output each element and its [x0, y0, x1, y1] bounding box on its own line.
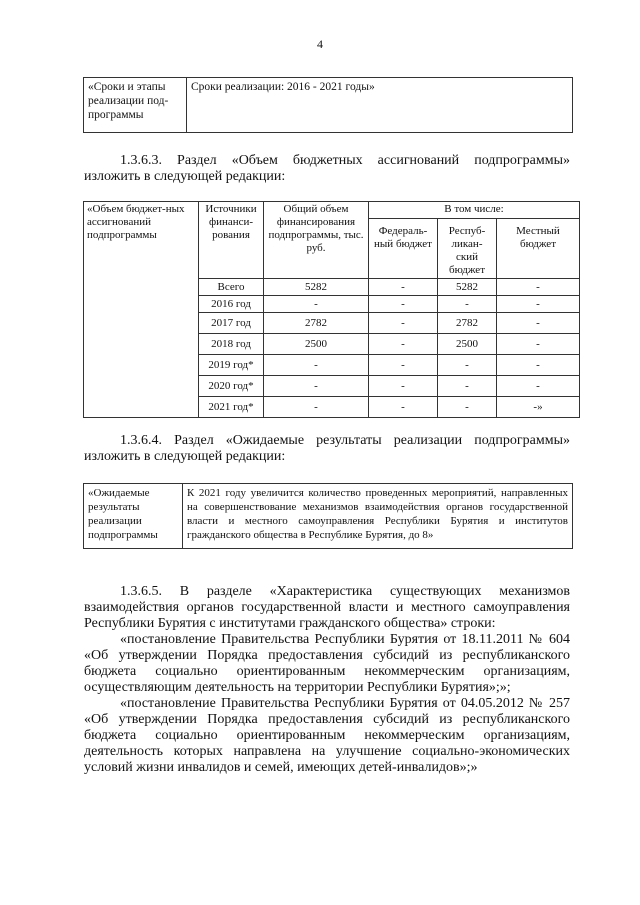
row-republican: -: [438, 355, 497, 376]
quote-decree-257: «постановление Правительства Республики Бурятия от 04.05.2012 № 257 «Об утверждении Порядка предоставления субсидий из республиканского бюджета социально ориентированным некоммерческим организациям, деятельность которых направлена на улучшение социально-экономических условий жизни инвалидов и семей, имеющих детей-инвалидов»;»: [84, 696, 570, 775]
row-total: -: [264, 296, 369, 313]
row-local: -»: [497, 397, 580, 418]
row-republican: -: [438, 376, 497, 397]
row-local: -: [497, 376, 580, 397]
row-year: 2020 год*: [199, 376, 264, 397]
quote-decree-604: «постановление Правительства Республики Бурятия от 18.11.2011 № 604 «Об утверждении Порядка предоставления субсидий из республиканского бюджета социально ориентированным некоммерческим организациям, осуществляющим деятельность на территории Республики Бурятия»;»;: [84, 632, 570, 695]
timeline-label: «Сроки и этапы реализации под-программы: [84, 78, 187, 133]
page-number: 4: [317, 37, 323, 51]
row-republican: 5282: [438, 279, 497, 296]
row-year: 2017 год: [199, 313, 264, 334]
row-republican: -: [438, 397, 497, 418]
row-local: -: [497, 296, 580, 313]
header-local: Местный бюджет: [497, 219, 580, 279]
row-year: 2019 год*: [199, 355, 264, 376]
row-local: -: [497, 279, 580, 296]
section-1-3-6-5: 1.3.6.5. В разделе «Характеристика существующих механизмов взаимодействия органов государственной власти и местного самоуправления Республики Бурятия с институтами гражданского общества» строки: «постановление Правительства Республики Бурятия от 18.11.2011 № 604 «Об утверждении Порядка предоставления субсидий из республиканского бюджета социально ориентированным некоммерческим организациям, осуществляющим деятельность на территории Республики Бурятия»;»; «постановление Правительства Республики Бурятия от 04.05.2012 № 257 «Об утверждении Порядка предоставления субсидий из республиканского бюджета социально ориентированным некоммерческим организациям, деятельность которых направлена на улучшение социально-экономических условий жизни инвалидов и семей, имеющих детей-инвалидов»;»: [84, 584, 570, 775]
row-federal: -: [369, 334, 438, 355]
finance-table: [83, 201, 580, 418]
row-total: -: [264, 397, 369, 418]
row-local: -: [497, 334, 580, 355]
row-total: 2500: [264, 334, 369, 355]
row-total: 5282: [264, 279, 369, 296]
timeline-value: Сроки реализации: 2016 - 2021 годы»: [187, 78, 573, 133]
header-federal: Федераль-ный бюджет: [369, 219, 438, 279]
section-1-3-6-4: 1.3.6.4. Раздел «Ожидаемые результаты реализации подпрограммы» изложить в следующей редакции:: [84, 433, 570, 464]
row-republican: -: [438, 296, 497, 313]
row-federal: -: [369, 313, 438, 334]
row-year: 2021 год*: [199, 397, 264, 418]
row-federal: -: [369, 355, 438, 376]
row-local: -: [497, 313, 580, 334]
row-year: 2016 год: [199, 296, 264, 313]
results-value: К 2021 году увеличится количество проведенных мероприятий, направленных на совершенствование механизмов взаимодействия органов государственной власти и местного самоуправления Республики Бурятия и институтов гражданского общества в Республике Бурятия, до 8»: [183, 484, 573, 549]
timeline-table: [83, 77, 573, 133]
row-federal: -: [369, 296, 438, 313]
header-including: В том числе:: [369, 202, 580, 219]
row-total: 2782: [264, 313, 369, 334]
row-federal: -: [369, 279, 438, 296]
header-sources: Источники финанси-рования: [199, 202, 264, 279]
row-republican: 2500: [438, 334, 497, 355]
row-federal: -: [369, 397, 438, 418]
results-label: «Ожидаемые результаты реализации подпрограммы: [84, 484, 183, 549]
row-republican: 2782: [438, 313, 497, 334]
finance-label: «Объем бюджет-ных ассигнований подпрограммы: [84, 202, 199, 418]
row-total: -: [264, 376, 369, 397]
header-republican: Респуб-ликан-ский бюджет: [438, 219, 497, 279]
row-year: Всего: [199, 279, 264, 296]
header-total: Общий объем финансирования подпрограммы, тыс. руб.: [264, 202, 369, 279]
row-total: -: [264, 355, 369, 376]
row-year: 2018 год: [199, 334, 264, 355]
row-federal: -: [369, 376, 438, 397]
section-1-3-6-3: 1.3.6.3. Раздел «Объем бюджетных ассигнований подпрограммы» изложить в следующей редакции:: [84, 153, 570, 184]
results-table: [83, 483, 573, 549]
row-local: -: [497, 355, 580, 376]
